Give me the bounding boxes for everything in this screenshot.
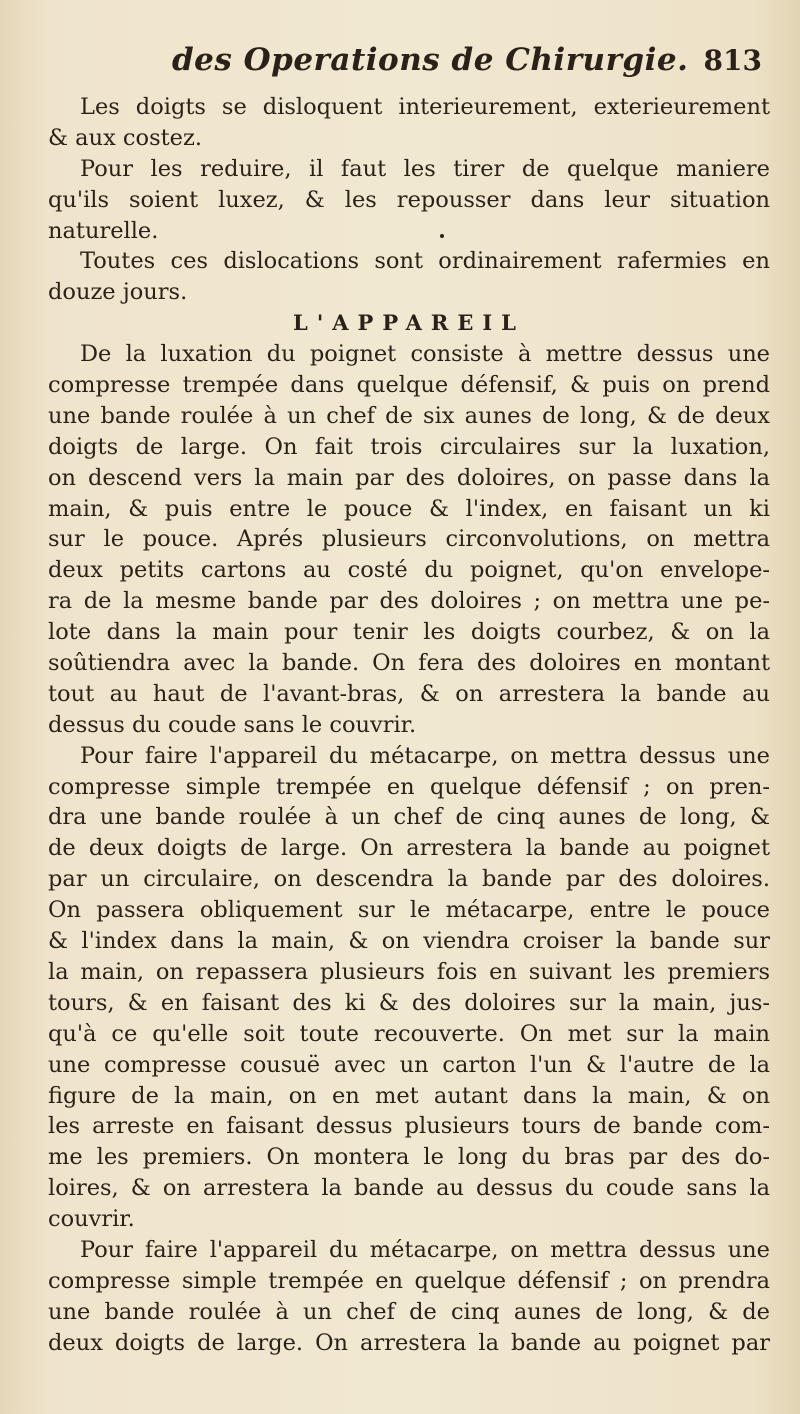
- text-line: de deux doigts de large. On arrestera la bande au poignet: [48, 835, 770, 862]
- text-line: figure de la main, on en met autant dans la main, & on: [48, 1082, 770, 1109]
- text-line: tours, & en faisant des ki & des doloires sur la main, jus-: [48, 989, 770, 1016]
- text-line: lote dans la main pour tenir les doigts courbez, & on la: [48, 619, 770, 646]
- text-line: sur le pouce. Aprés plusieurs circonvolutions, on mettra: [48, 526, 770, 553]
- text-line: Pour les reduire, il faut les tirer de quelque maniere: [80, 155, 770, 182]
- text-line: on descend vers la main par des doloires, on passe dans la: [48, 464, 770, 491]
- text-line: une bande roulée à un chef de six aunes de long, & de deux: [48, 402, 770, 429]
- text-line: douze jours.: [48, 279, 188, 306]
- text-line: On passera obliquement sur le métacarpe, entre le pouce: [48, 897, 770, 924]
- text-line: les arreste en faisant dessus plusieurs tours de bande com-: [48, 1113, 770, 1140]
- page-number: 813: [703, 44, 762, 77]
- text-line: me les premiers. On montera le long du bras par des do-: [48, 1144, 770, 1171]
- text-line: Pour faire l'appareil du métacarpe, on mettra dessus une: [80, 1236, 770, 1263]
- text-line: Toutes ces dislocations sont ordinairement rafermies en: [80, 248, 770, 275]
- text-line: doigts de large. On fait trois circulaires sur la luxation,: [48, 433, 770, 460]
- text-line: & l'index dans la main, & on viendra croiser la bande sur: [48, 928, 770, 955]
- text-line: Pour faire l'appareil du métacarpe, on mettra dessus une: [80, 742, 770, 769]
- page-header: [50, 42, 768, 92]
- text-line: ra de la mesme bande par des doloires ; on mettra une pe-: [48, 588, 770, 615]
- text-line: compresse simple trempée en quelque défensif ; on prendra: [48, 1267, 770, 1294]
- running-head: des Operations de Chirurgie.: [172, 42, 689, 78]
- text-line: loires, & on arrestera la bande au dessus du coude sans la: [48, 1175, 770, 1202]
- text-line: tout au haut de l'avant-bras, & on arrestera la bande au: [48, 680, 770, 707]
- text-line: qu'ils soient luxez, & les repousser dans leur situation: [48, 186, 770, 213]
- text-line: par un circulaire, on descendra la bande par des doloires.: [48, 866, 770, 893]
- text-line: dessus du coude sans le couvrir.: [48, 711, 417, 738]
- section-heading: L'APPAREIL: [293, 310, 525, 336]
- text-line: soûtiendra avec la bande. On fera des doloires en montant: [48, 650, 770, 677]
- text-line: une bande roulée à un chef de cinq aunes de long, & de: [48, 1298, 770, 1325]
- text-line: main, & puis entre le pouce & l'index, en faisant un ki: [48, 495, 770, 522]
- text-line: deux petits cartons au costé du poignet, qu'on envelope-: [48, 557, 770, 584]
- text-line: De la luxation du poignet consiste à mettre dessus une: [80, 341, 770, 368]
- text-line: & aux costez.: [48, 124, 202, 151]
- text-line: la main, on repassera plusieurs fois en suivant les premiers: [48, 958, 770, 985]
- text-line: compresse trempée dans quelque défensif, & puis on prend: [48, 372, 770, 399]
- body-text: [48, 92, 770, 1359]
- text-line: une compresse cousuë avec un carton l'un & l'autre de la: [48, 1051, 770, 1078]
- text-line: compresse simple trempée en quelque défensif ; on pren-: [48, 773, 770, 800]
- text-line: dra une bande roulée à un chef de cinq aunes de long, &: [48, 804, 770, 831]
- text-line: couvrir.: [48, 1206, 135, 1233]
- text-line: deux doigts de large. On arrestera la bande au poignet par: [48, 1329, 770, 1356]
- text-line: Les doigts se disloquent interieurement, exterieurement: [80, 94, 770, 120]
- text-line: qu'à ce qu'elle soit toute recouverte. On met sur la main: [48, 1020, 770, 1047]
- text-line: naturelle.: [48, 217, 159, 244]
